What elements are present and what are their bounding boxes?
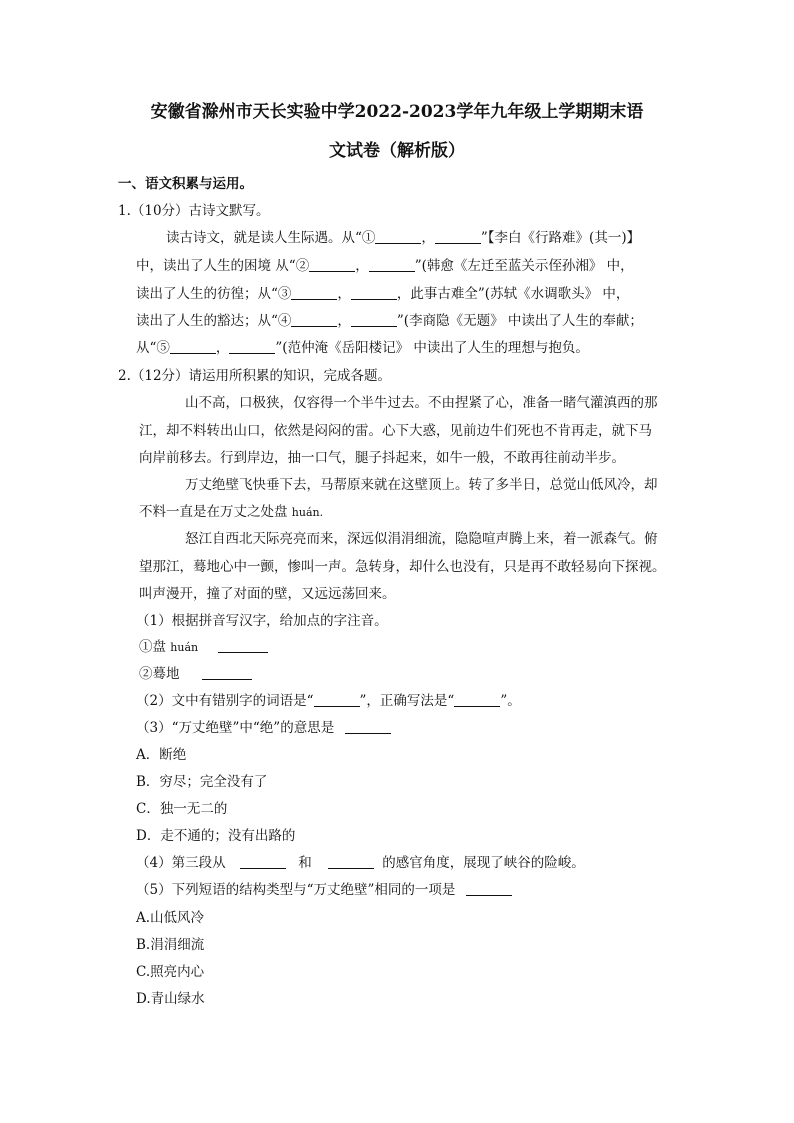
- option: A．断绝: [136, 747, 187, 763]
- subquestion-3: （3）“万丈绝壁”中“绝”的意思是: [136, 718, 391, 738]
- answer-blank[interactable]: [240, 868, 286, 869]
- answer-blank[interactable]: [229, 353, 275, 354]
- question-1-line: 从“⑤ ， ”(范仲淹《岳阳楼记》 中读出了人生的理想与抱负。: [136, 340, 589, 356]
- option: C．独一无二的: [136, 801, 228, 817]
- answer-blank[interactable]: [351, 299, 397, 300]
- answer-blank[interactable]: [202, 679, 252, 680]
- pinyin-annotation: huán.: [291, 506, 324, 519]
- option: D．走不通的；没有出路的: [136, 828, 296, 844]
- option: D.青山绿水: [136, 991, 205, 1007]
- option: B.涓涓细流: [136, 937, 205, 953]
- question-1-line: 读古诗文，就是读人生际遇。从“① ， ”【李白《行路难》(其一)】: [166, 230, 641, 246]
- answer-blank[interactable]: [454, 706, 500, 707]
- answer-blank[interactable]: [345, 733, 391, 734]
- passage-line: 山不高，口极狭，仅容得一个半牛过去。不由捏紧了心，准备一睹气灌滇西的那: [185, 395, 658, 411]
- answer-blank[interactable]: [435, 243, 481, 244]
- option: C.照亮内心: [136, 964, 205, 980]
- question-1-line: 读出了人生的彷徨；从“③ ， ，此事古难全”(苏轼《水调歌头》 中，: [136, 286, 630, 302]
- answer-blank[interactable]: [351, 326, 397, 327]
- subquestion-1: （1）根据拼音写汉字，给加点的字注音。: [136, 613, 388, 629]
- subquestion-1-item: ②蓦地: [139, 664, 252, 684]
- question-1-header: 1.（10分）古诗文默写。: [118, 203, 270, 219]
- option: B．穷尽；完全没有了: [136, 774, 268, 790]
- answer-blank[interactable]: [291, 299, 337, 300]
- paper-title-line2: 文试卷（解析版）: [329, 141, 465, 161]
- answer-blank[interactable]: [170, 353, 216, 354]
- subquestion-5: （5）下列短语的结构类型与“万丈绝壁”相同的一项是: [136, 880, 512, 900]
- section-heading: 一、语文积累与运用。: [118, 176, 253, 192]
- passage-line: 万丈绝壁飞快垂下去，马帮原来就在这壁顶上。转了多半日，总觉山低风冷，却: [185, 477, 658, 493]
- passage-line: 向岸前移去。行到岸边，抽一口气，腿子抖起来，如牛一般，不敢再往前动半步。: [139, 450, 625, 466]
- question-2-header: 2.（12分）请运用所积累的知识，完成各题。: [118, 368, 392, 384]
- paper-title-line1: 安徽省滁州市天长实验中学2022-2023学年九年级上学期期末语: [150, 102, 644, 122]
- question-1-line: 读出了人生的豁达；从“④ ， ”(李商隐《无题》 中读出了人生的奉献；: [136, 313, 643, 329]
- passage-line: 江，却不料转出山口，依然是闷闷的雷。心下大惑，见前边牛们死也不肯再走，就下马: [139, 423, 652, 439]
- answer-blank[interactable]: [291, 326, 337, 327]
- passage-line: 不料一直是在万丈之处盘 huán.: [139, 504, 324, 520]
- answer-blank[interactable]: [314, 706, 360, 707]
- passage-line: 叫声漫开，撞了对面的壁，又远远荡回来。: [139, 586, 396, 602]
- answer-blank[interactable]: [328, 868, 374, 869]
- answer-blank[interactable]: [309, 271, 355, 272]
- subquestion-1-item: ①盘 huán: [139, 637, 268, 658]
- answer-blank[interactable]: [466, 895, 512, 896]
- answer-blank[interactable]: [375, 243, 421, 244]
- subquestion-2: （2）文中有错别字的词语是“ ”，正确写法是“ ”。: [136, 693, 521, 709]
- answer-blank[interactable]: [369, 271, 415, 272]
- question-1-line: 中，读出了人生的困境 从“② ， ”(韩愈《左迁至蓝关示侄孙湘》 中，: [136, 258, 634, 274]
- option: A.山低风冷: [136, 910, 205, 926]
- answer-blank[interactable]: [218, 652, 268, 653]
- passage-line: 怒江自西北天际亮亮而来，深远似涓涓细流，隐隐喧声腾上来，着一派森气。俯: [185, 531, 658, 547]
- subquestion-4: （4）第三段从 和 的感官角度，展现了峡谷的险峻。: [136, 855, 585, 871]
- passage-line: 望那江，蓦地心中一颤，惨叫一声。急转身，却什么也没有，只是再不敢轻易向下探视。: [139, 559, 666, 575]
